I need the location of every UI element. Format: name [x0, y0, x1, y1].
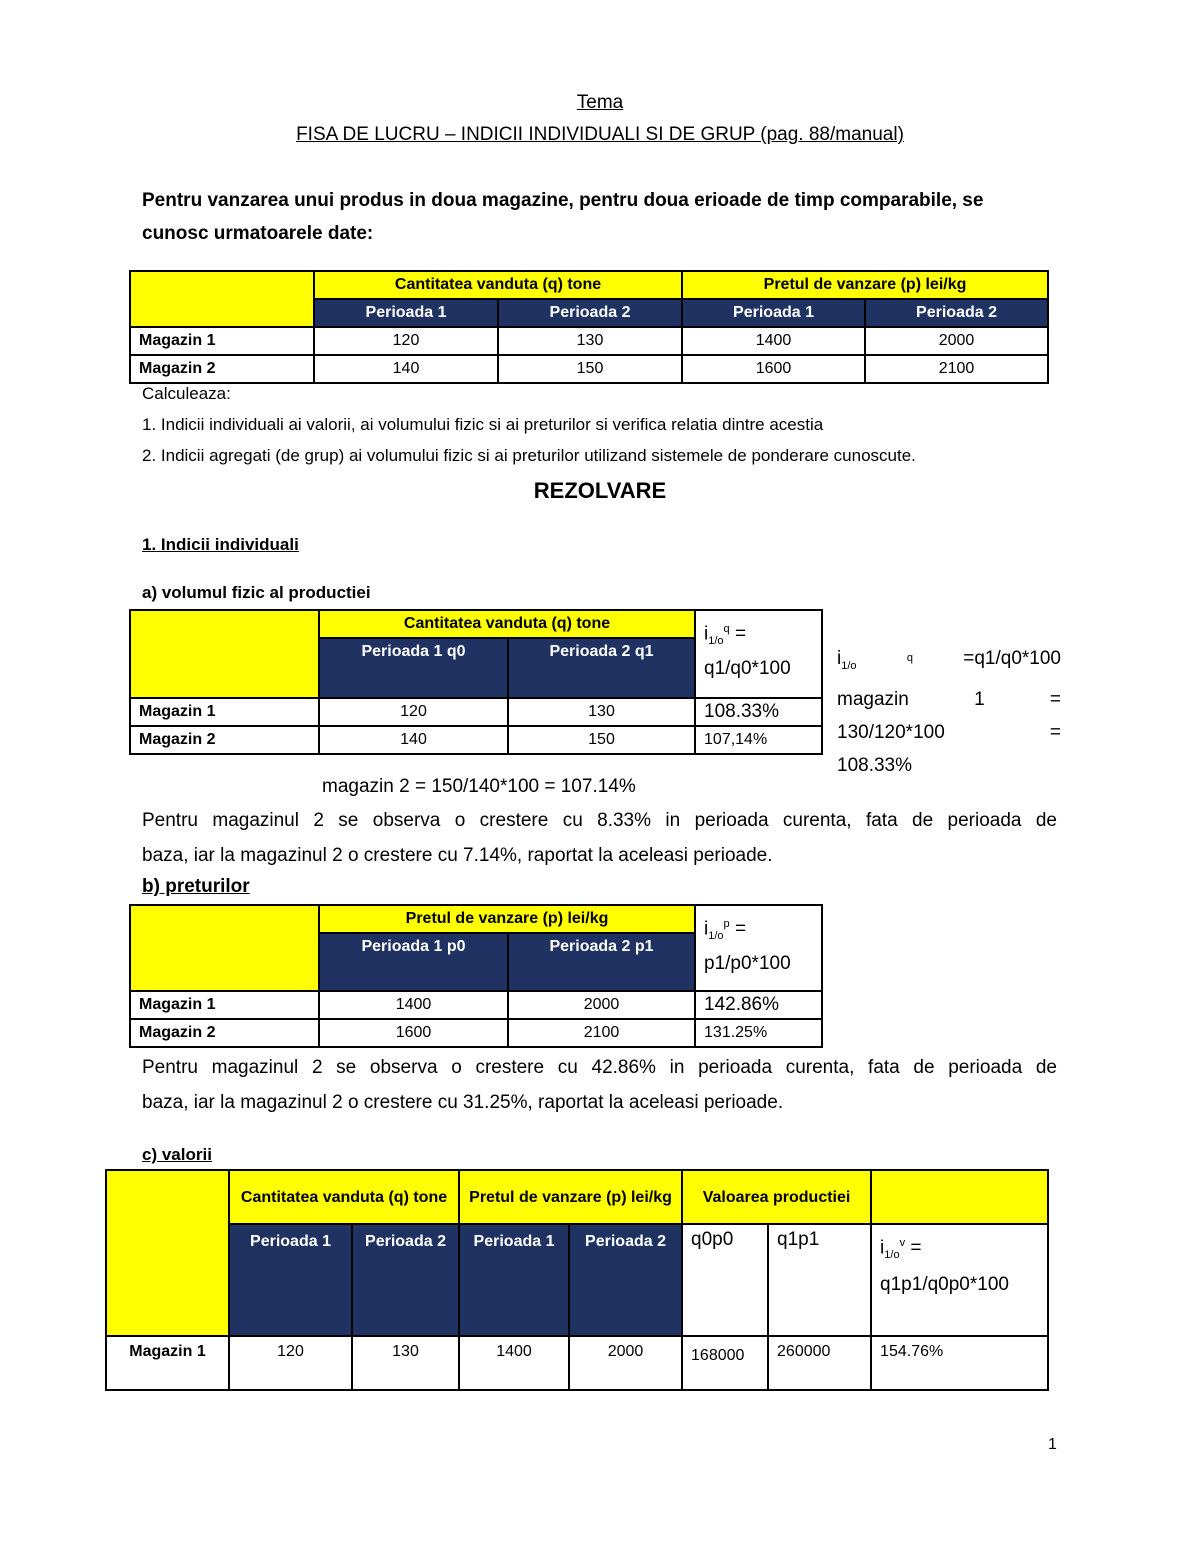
index-formula: p1/p0*100 — [704, 953, 791, 975]
period-header: Perioada 2 q1 — [508, 638, 695, 698]
task-item-2: 2. Indicii agregati (de grup) ai volumului fizic si ai preturilor utilizand sistemele de ponderare cunoscute. — [142, 446, 916, 465]
table-corner — [130, 271, 314, 327]
table-row — [106, 1336, 1048, 1390]
cell: 2000 — [569, 1336, 682, 1390]
cell: 2000 — [508, 991, 695, 1019]
index-symbol: i — [837, 648, 842, 669]
row-label: Magazin 2 — [130, 355, 314, 383]
side-result: 108.33% — [837, 754, 913, 776]
table-corner — [130, 905, 319, 991]
price-conclusion-line-1: Pentru magazinul 2 se observa o crestere cu 42.86% in perioada curenta, fata de perioada de — [142, 1057, 1057, 1078]
row-label: Magazin 1 — [130, 327, 314, 355]
row-label: Magazin 1 — [130, 698, 319, 726]
index-sup: q — [723, 623, 730, 635]
index-sup: v — [899, 1237, 906, 1249]
index-sub: 1/o — [708, 635, 724, 648]
index-symbol: i — [704, 623, 709, 645]
row-label: Magazin 1 — [106, 1336, 229, 1390]
index-eq: = — [729, 918, 747, 940]
qty-header: Cantitatea vanduta (q) tone — [229, 1170, 459, 1224]
side-formula-line — [837, 642, 1061, 683]
cell: 2100 — [508, 1019, 695, 1047]
index-cell: 108.33% — [695, 698, 822, 726]
index-symbol: i — [704, 918, 709, 940]
side-number: 1 — [974, 688, 985, 710]
cell: 130 — [498, 327, 682, 355]
period-header: Perioada 2 p1 — [508, 933, 695, 991]
table-row — [130, 355, 1048, 383]
index-sup: p — [723, 918, 730, 930]
section-c-heading: c) valorii — [142, 1145, 212, 1164]
index-cell: 131.25% — [695, 1019, 822, 1047]
cell: 120 — [229, 1336, 352, 1390]
cell: 140 — [314, 355, 498, 383]
cell: 1400 — [459, 1336, 569, 1390]
price-header: Pretul de vanzare (p) lei/kg — [682, 271, 1048, 299]
page-number: 1 — [1048, 1436, 1057, 1453]
cell: 120 — [314, 327, 498, 355]
cell: 130 — [352, 1336, 459, 1390]
index-symbol: i — [880, 1237, 885, 1259]
table-row — [130, 327, 1048, 355]
table-corner — [130, 610, 319, 698]
volume-conclusion-line-1: Pentru magazinul 2 se observa o crestere cu 8.33% in perioada curenta, fata de perioada de — [142, 810, 1057, 831]
index-formula: q1/q0*100 — [704, 658, 791, 680]
index-formula-header — [695, 610, 822, 698]
index-formula-header — [695, 905, 822, 991]
index-formula-header — [871, 1224, 1048, 1336]
index-formula: q1p1/q0p0*100 — [880, 1274, 1009, 1296]
side-eq: = — [1049, 721, 1061, 743]
topic-label: Tema — [576, 92, 624, 113]
data-table — [129, 270, 1049, 384]
index-cell: 142.86% — [695, 991, 822, 1019]
cell: 1600 — [319, 1019, 508, 1047]
index-sub: 1/o — [884, 1249, 900, 1262]
period-header: Perioada 1 — [682, 299, 865, 327]
intro-line-1: Pentru vanzarea unui produs in doua magazine, pentru doua erioade de timp comparabile, se — [142, 190, 984, 211]
value-table — [105, 1169, 1049, 1391]
qty-header: Cantitatea vanduta (q) tone — [314, 271, 682, 299]
period-header: Perioada 2 — [569, 1224, 682, 1336]
table-row — [130, 1019, 822, 1047]
row-label: Magazin 1 — [130, 991, 319, 1019]
volume-table — [129, 609, 823, 755]
cell: 150 — [508, 726, 695, 754]
cell: 140 — [319, 726, 508, 754]
row-label: Magazin 2 — [130, 1019, 319, 1047]
price-header: Pretul de vanzare (p) lei/kg — [459, 1170, 682, 1224]
cell: 2000 — [865, 327, 1048, 355]
index-sub: 1/o — [841, 659, 857, 672]
period-header: Perioada 1 — [459, 1224, 569, 1336]
solution-heading: REZOLVARE — [533, 478, 667, 503]
table-row — [130, 991, 822, 1019]
value-header: Valoarea productiei — [682, 1170, 871, 1224]
tasks-heading: Calculeaza: — [142, 384, 231, 403]
section-a-heading: a) volumul fizic al productiei — [142, 583, 371, 602]
period-header: Perioada 1 — [314, 299, 498, 327]
period-header: Perioada 2 — [498, 299, 682, 327]
period-header: Perioada 1 — [229, 1224, 352, 1336]
section-1-heading: 1. Indicii individuali — [142, 535, 299, 554]
side-calc-line — [837, 716, 1061, 749]
index-eq: = — [905, 1237, 922, 1259]
cell: 1400 — [319, 991, 508, 1019]
cell: 150 — [498, 355, 682, 383]
magazin2-calculation: magazin 2 = 150/140*100 = 107.14% — [322, 776, 636, 797]
index-cell: 107,14% — [695, 726, 822, 754]
index-cell: 154.76% — [871, 1336, 1048, 1390]
cell: 1400 — [682, 327, 865, 355]
section-b-heading: b) preturilor — [142, 876, 250, 897]
empty-header — [871, 1170, 1048, 1224]
cell: 260000 — [768, 1336, 871, 1390]
row-label: Magazin 2 — [130, 726, 319, 754]
cell: 120 — [319, 698, 508, 726]
price-header: Pretul de vanzare (p) lei/kg — [319, 905, 695, 933]
volume-conclusion-line-2: baza, iar la magazinul 2 o crestere cu 7.14%, raportat la aceleasi perioade. — [142, 845, 773, 866]
price-conclusion-line-2: baza, iar la magazinul 2 o crestere cu 31.25%, raportat la aceleasi perioade. — [142, 1092, 784, 1113]
side-eq: = — [1049, 688, 1061, 710]
q0p0-header: q0p0 — [682, 1224, 768, 1336]
cell: 130 — [508, 698, 695, 726]
table-row — [130, 726, 822, 754]
period-header: Perioada 2 — [352, 1224, 459, 1336]
side-magazin: magazin — [837, 688, 909, 710]
period-header: Perioada 2 — [865, 299, 1048, 327]
price-table — [129, 904, 823, 1048]
cell: 168000 — [682, 1336, 768, 1390]
cell: 2100 — [865, 355, 1048, 383]
table-row — [130, 698, 822, 726]
period-header: Perioada 1 q0 — [319, 638, 508, 698]
cell: 1600 — [682, 355, 865, 383]
side-formula: =q1/q0*100 — [963, 648, 1061, 669]
side-calculation — [837, 642, 1061, 782]
index-sub: 1/o — [708, 930, 724, 943]
index-eq: = — [729, 623, 747, 645]
period-header: Perioada 1 p0 — [319, 933, 508, 991]
intro-line-2: cunosc urmatoarele date: — [142, 223, 374, 244]
page-title: FISA DE LUCRU – INDICII INDIVIDUALI SI DE GRUP (pag. 88/manual) — [296, 124, 904, 145]
index-sup: q — [906, 652, 913, 664]
qty-header: Cantitatea vanduta (q) tone — [319, 610, 695, 638]
side-magazin-line — [837, 683, 1061, 716]
task-item-1: 1. Indicii individuali ai valorii, ai volumului fizic si ai preturilor si verifica relatia dintre acestia — [142, 415, 824, 434]
q1p1-header: q1p1 — [768, 1224, 871, 1336]
side-calc: 130/120*100 — [837, 721, 945, 743]
table-corner — [106, 1170, 229, 1336]
